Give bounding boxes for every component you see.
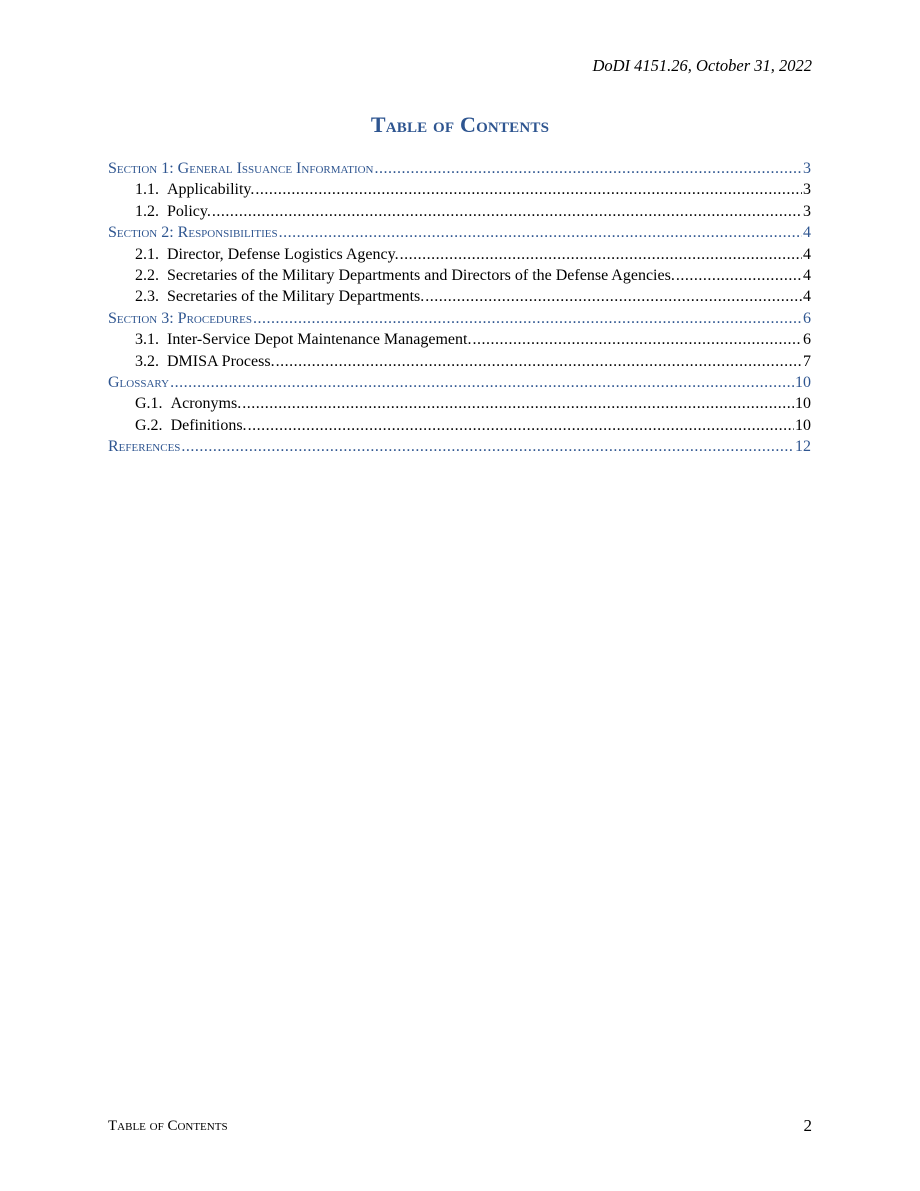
toc-dot-leader bbox=[400, 244, 802, 265]
toc-section-glossary[interactable] bbox=[108, 372, 811, 393]
toc-item-2-3[interactable] bbox=[108, 286, 811, 307]
toc-entry-number: Section 3: bbox=[108, 309, 174, 327]
toc-dot-leader bbox=[375, 158, 802, 179]
toc-entry-page: 12 bbox=[795, 438, 811, 456]
toc-entry-label: Definitions. bbox=[170, 416, 247, 434]
toc-title: Table of Contents bbox=[370, 112, 550, 137]
toc-dot-leader bbox=[279, 222, 802, 243]
toc-entry-page: 10 bbox=[795, 416, 811, 434]
table-of-contents bbox=[108, 158, 811, 457]
toc-entry-label: Policy. bbox=[167, 202, 211, 220]
toc-entry-number: G.2. bbox=[135, 416, 163, 434]
toc-entry-number: 2.1. bbox=[135, 245, 159, 263]
toc-item-3-1[interactable] bbox=[108, 329, 811, 350]
toc-entry-label: Responsibilities bbox=[177, 224, 278, 242]
toc-entry-number: 3.2. bbox=[135, 352, 159, 370]
toc-entry-page: 10 bbox=[795, 373, 811, 391]
toc-section-2[interactable] bbox=[108, 222, 811, 243]
toc-entry-label: General Issuance Information bbox=[177, 160, 374, 177]
toc-dot-leader bbox=[253, 308, 802, 329]
page-header-doc-id: DoDI 4151.26, October 31, 2022 bbox=[592, 56, 812, 75]
toc-entry-page: 10 bbox=[795, 395, 811, 413]
toc-item-2-2[interactable] bbox=[108, 265, 811, 286]
toc-entry-number: Section 1: bbox=[108, 160, 174, 177]
toc-dot-leader bbox=[676, 265, 802, 286]
toc-entry-label: References bbox=[108, 438, 181, 456]
toc-entry-label: Acronyms. bbox=[170, 395, 242, 413]
toc-entry-number: 3.1. bbox=[135, 331, 159, 349]
toc-entry-number: 2.3. bbox=[135, 288, 159, 306]
toc-item-g-2[interactable] bbox=[108, 415, 811, 436]
toc-dot-leader bbox=[276, 351, 802, 372]
toc-item-g-1[interactable] bbox=[108, 393, 811, 414]
toc-entry-number: 1.1. bbox=[135, 181, 159, 199]
toc-entry-number: G.1. bbox=[135, 395, 163, 413]
toc-dot-leader bbox=[170, 372, 794, 393]
toc-dot-leader bbox=[472, 329, 802, 350]
toc-entry-label: Applicability. bbox=[167, 181, 255, 199]
toc-entry-label: Glossary bbox=[108, 373, 170, 391]
toc-item-1-1[interactable] bbox=[108, 179, 811, 200]
toc-entry-page: 6 bbox=[803, 309, 811, 327]
toc-entry-label: DMISA Process. bbox=[167, 352, 275, 370]
toc-entry-page: 6 bbox=[803, 331, 811, 349]
toc-entry-page: 4 bbox=[803, 224, 811, 242]
toc-entry-page: 4 bbox=[803, 288, 811, 306]
toc-item-1-2[interactable] bbox=[108, 201, 811, 222]
footer-section-name: Table of Contents bbox=[108, 1118, 228, 1134]
toc-dot-leader bbox=[248, 415, 794, 436]
toc-dot-leader bbox=[255, 179, 802, 200]
toc-entry-page: 4 bbox=[803, 266, 811, 284]
toc-entry-label: Inter-Service Depot Maintenance Management. bbox=[167, 331, 472, 349]
toc-dot-leader bbox=[212, 201, 802, 222]
toc-entry-page: 3 bbox=[803, 202, 811, 220]
toc-entry-page: 7 bbox=[803, 352, 811, 370]
toc-section-references[interactable] bbox=[108, 436, 811, 457]
footer-page-number: 2 bbox=[803, 1116, 812, 1135]
toc-entry-number: 1.2. bbox=[135, 202, 159, 220]
toc-entry-page: 4 bbox=[803, 245, 811, 263]
toc-dot-leader bbox=[242, 393, 794, 414]
toc-entry-label: Procedures bbox=[177, 309, 252, 327]
toc-item-3-2[interactable] bbox=[108, 351, 811, 372]
toc-entry-label: Director, Defense Logistics Agency. bbox=[167, 245, 399, 263]
toc-section-3[interactable] bbox=[108, 308, 811, 329]
toc-entry-page: 3 bbox=[803, 160, 811, 177]
toc-section-1[interactable] bbox=[108, 158, 811, 179]
toc-entry-label: Secretaries of the Military Departments and Directors of the Defense Agencies. bbox=[167, 266, 675, 284]
toc-dot-leader bbox=[425, 286, 802, 307]
toc-entry-number: Section 2: bbox=[108, 224, 174, 242]
toc-dot-leader bbox=[181, 436, 794, 457]
toc-entry-number: 2.2. bbox=[135, 266, 159, 284]
toc-entry-label: Secretaries of the Military Departments. bbox=[167, 288, 425, 306]
toc-item-2-1[interactable] bbox=[108, 244, 811, 265]
toc-entry-page: 3 bbox=[803, 181, 811, 199]
